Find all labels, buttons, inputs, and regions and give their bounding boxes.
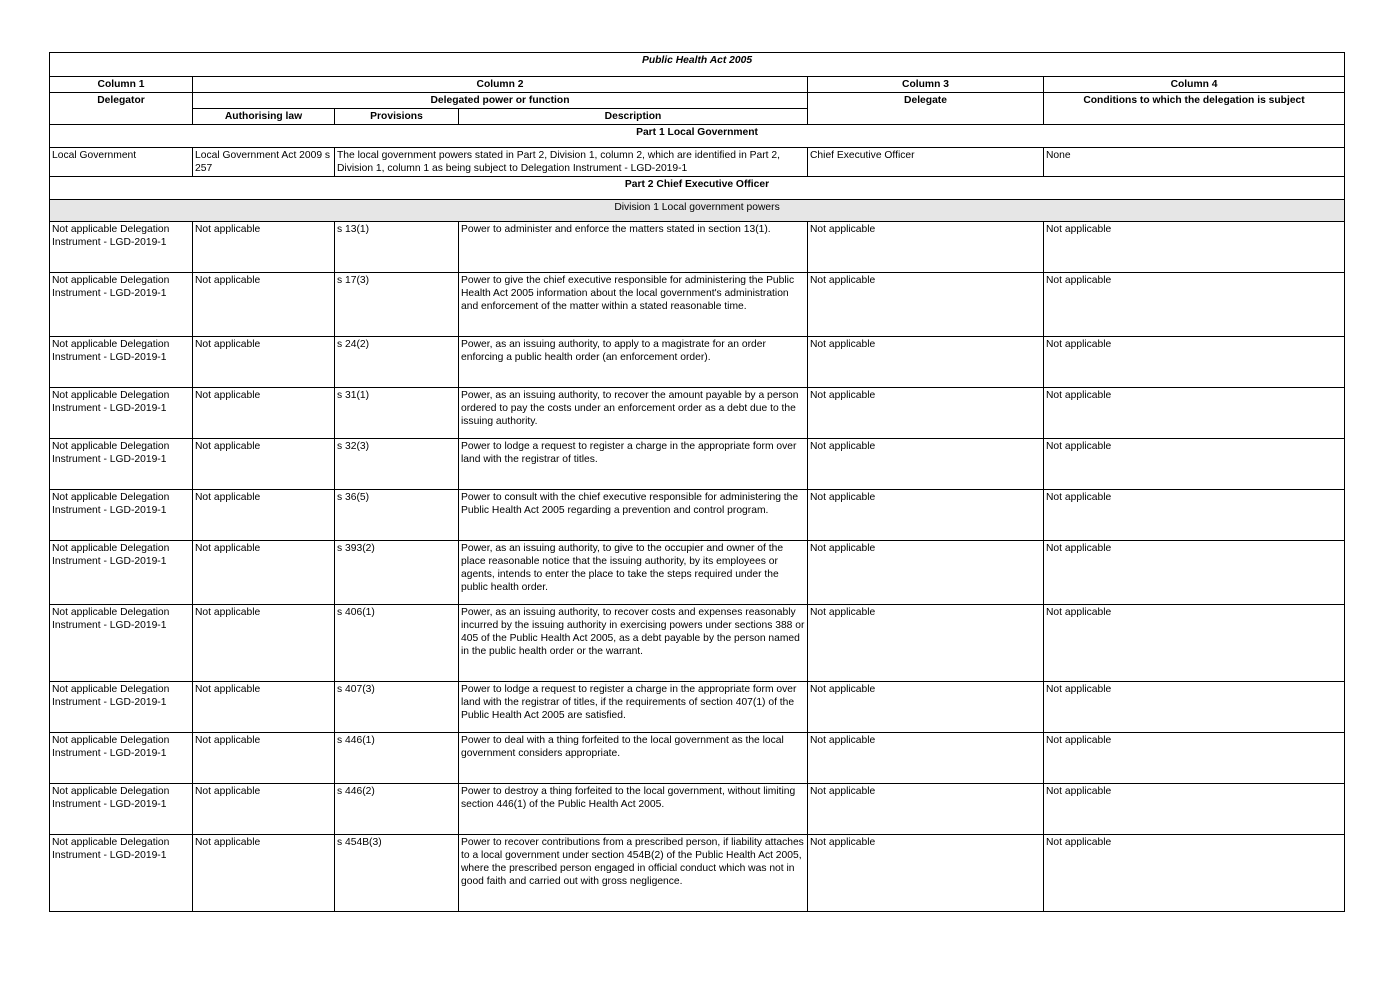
part1-heading: Part 1 Local Government [50, 125, 1345, 148]
part2-heading-row [50, 177, 1345, 200]
row-delegate: Not applicable [808, 682, 1044, 733]
row-authorising-law: Not applicable [193, 605, 335, 682]
row-description: Power to destroy a thing forfeited to the local government, without limiting section 446(1) of the Public Health Act 2005. [459, 784, 808, 835]
row-conditions: Not applicable [1044, 541, 1345, 605]
row-delegate: Not applicable [808, 337, 1044, 388]
conditions-header: Conditions to which the delegation is subject [1044, 93, 1345, 125]
table-row [50, 222, 1345, 273]
row-delegator: Not applicable Delegation Instrument - LGD-2019-1 [50, 835, 193, 912]
division1-heading-row [50, 200, 1345, 222]
row-conditions: Not applicable [1044, 784, 1345, 835]
row-delegator: Not applicable Delegation Instrument - LGD-2019-1 [50, 733, 193, 784]
row-delegator: Not applicable Delegation Instrument - LGD-2019-1 [50, 273, 193, 337]
part1-heading-row [50, 125, 1345, 148]
row-delegate: Not applicable [808, 835, 1044, 912]
row-conditions: Not applicable [1044, 222, 1345, 273]
description-header: Description [459, 109, 808, 125]
row-description: Power to lodge a request to register a charge in the appropriate form over land with the registrar of titles, if the requirements of section 407(1) of the Public Health Act 2005 are satisfied. [459, 682, 808, 733]
row-conditions: Not applicable [1044, 273, 1345, 337]
row-conditions: Not applicable [1044, 835, 1345, 912]
row-delegator: Not applicable Delegation Instrument - LGD-2019-1 [50, 222, 193, 273]
table-row [50, 490, 1345, 541]
part1-conditions: None [1044, 148, 1345, 177]
table-row [50, 835, 1345, 912]
delegation-table [49, 52, 1345, 912]
row-delegate: Not applicable [808, 388, 1044, 439]
row-conditions: Not applicable [1044, 605, 1345, 682]
row-authorising-law: Not applicable [193, 439, 335, 490]
row-provision: s 446(1) [335, 733, 459, 784]
row-provision: s 13(1) [335, 222, 459, 273]
row-provision: s 446(2) [335, 784, 459, 835]
row-provision: s 406(1) [335, 605, 459, 682]
table-row [50, 388, 1345, 439]
row-description: Power to give the chief executive responsible for administering the Public Health Act 2005 information about the local government's administration and enforcement of the matter within a stated reasonable time. [459, 273, 808, 337]
delegator-header: Delegator [50, 93, 193, 125]
row-conditions: Not applicable [1044, 682, 1345, 733]
row-description: Power to lodge a request to register a charge in the appropriate form over land with the registrar of titles. [459, 439, 808, 490]
column3-header: Column 3 [808, 77, 1044, 93]
row-description: Power, as an issuing authority, to recover the amount payable by a person ordered to pay the costs under an enforcement order as a debt due to the issuing authority. [459, 388, 808, 439]
row-authorising-law: Not applicable [193, 541, 335, 605]
row-delegator: Not applicable Delegation Instrument - LGD-2019-1 [50, 337, 193, 388]
row-delegate: Not applicable [808, 222, 1044, 273]
part1-delegate: Chief Executive Officer [808, 148, 1044, 177]
part2-heading: Part 2 Chief Executive Officer [50, 177, 1345, 200]
row-delegator: Not applicable Delegation Instrument - LGD-2019-1 [50, 490, 193, 541]
row-description: Power, as an issuing authority, to apply to a magistrate for an order enforcing a public health order (an enforcement order). [459, 337, 808, 388]
row-delegate: Not applicable [808, 784, 1044, 835]
document-title: Public Health Act 2005 [50, 53, 1345, 77]
authorising-law-header: Authorising law [193, 109, 335, 125]
row-authorising-law: Not applicable [193, 388, 335, 439]
row-delegator: Not applicable Delegation Instrument - LGD-2019-1 [50, 605, 193, 682]
row-delegate: Not applicable [808, 541, 1044, 605]
delegate-header: Delegate [808, 93, 1044, 125]
part1-row [50, 148, 1345, 177]
table-row [50, 541, 1345, 605]
row-provision: s 24(2) [335, 337, 459, 388]
row-description: Power to consult with the chief executive responsible for administering the Public Health Act 2005 regarding a prevention and control program. [459, 490, 808, 541]
row-delegator: Not applicable Delegation Instrument - LGD-2019-1 [50, 541, 193, 605]
row-delegate: Not applicable [808, 439, 1044, 490]
part1-delegator: Local Government [50, 148, 193, 177]
column4-header: Column 4 [1044, 77, 1345, 93]
row-conditions: Not applicable [1044, 733, 1345, 784]
row-delegator: Not applicable Delegation Instrument - LGD-2019-1 [50, 682, 193, 733]
row-delegate: Not applicable [808, 490, 1044, 541]
table-row [50, 337, 1345, 388]
column-number-row [50, 77, 1345, 93]
row-authorising-law: Not applicable [193, 733, 335, 784]
row-provision: s 407(3) [335, 682, 459, 733]
row-description: Power to recover contributions from a prescribed person, if liability attaches to a local government under section 454B(2) of the Public Health Act 2005, where the prescribed person engaged in official conduct which was not in good faith and carried out with gross negligence. [459, 835, 808, 912]
table-row [50, 605, 1345, 682]
row-delegator: Not applicable Delegation Instrument - LGD-2019-1 [50, 439, 193, 490]
row-provision: s 393(2) [335, 541, 459, 605]
row-authorising-law: Not applicable [193, 490, 335, 541]
row-delegate: Not applicable [808, 733, 1044, 784]
row-conditions: Not applicable [1044, 490, 1345, 541]
row-description: Power to administer and enforce the matters stated in section 13(1). [459, 222, 808, 273]
delegated-power-header: Delegated power or function [193, 93, 808, 109]
provisions-header: Provisions [335, 109, 459, 125]
row-provision: s 31(1) [335, 388, 459, 439]
row-conditions: Not applicable [1044, 439, 1345, 490]
row-delegator: Not applicable Delegation Instrument - LGD-2019-1 [50, 784, 193, 835]
row-delegate: Not applicable [808, 273, 1044, 337]
header-row [50, 93, 1345, 109]
table-row [50, 682, 1345, 733]
table-row [50, 784, 1345, 835]
row-authorising-law: Not applicable [193, 784, 335, 835]
row-conditions: Not applicable [1044, 388, 1345, 439]
division1-heading: Division 1 Local government powers [50, 200, 1345, 222]
column1-header: Column 1 [50, 77, 193, 93]
row-authorising-law: Not applicable [193, 222, 335, 273]
table-row [50, 273, 1345, 337]
row-description: Power, as an issuing authority, to give to the occupier and owner of the place reasonable notice that the issuing authority, by its employees or agents, intends to enter the place to take the steps required under the public health order. [459, 541, 808, 605]
table-row [50, 439, 1345, 490]
row-provision: s 454B(3) [335, 835, 459, 912]
part1-authorising-law: Local Government Act 2009 s 257 [193, 148, 335, 177]
row-description: Power, as an issuing authority, to recover costs and expenses reasonably incurred by the issuing authority in exercising powers under sections 388 or 405 of the Public Health Act 2005, as a debt payable by the person named in the public health order or the warrant. [459, 605, 808, 682]
row-provision: s 36(5) [335, 490, 459, 541]
row-delegator: Not applicable Delegation Instrument - LGD-2019-1 [50, 388, 193, 439]
row-provision: s 17(3) [335, 273, 459, 337]
column2-header: Column 2 [193, 77, 808, 93]
part1-description: The local government powers stated in Part 2, Division 1, column 2, which are identified in Part 2, Division 1, column 1 as being subject to Delegation Instrument - LGD-2019-1 [335, 148, 808, 177]
row-authorising-law: Not applicable [193, 835, 335, 912]
row-authorising-law: Not applicable [193, 337, 335, 388]
row-authorising-law: Not applicable [193, 682, 335, 733]
row-delegate: Not applicable [808, 605, 1044, 682]
row-provision: s 32(3) [335, 439, 459, 490]
row-conditions: Not applicable [1044, 337, 1345, 388]
table-row [50, 733, 1345, 784]
title-row [50, 53, 1345, 77]
row-authorising-law: Not applicable [193, 273, 335, 337]
row-description: Power to deal with a thing forfeited to the local government as the local government considers appropriate. [459, 733, 808, 784]
